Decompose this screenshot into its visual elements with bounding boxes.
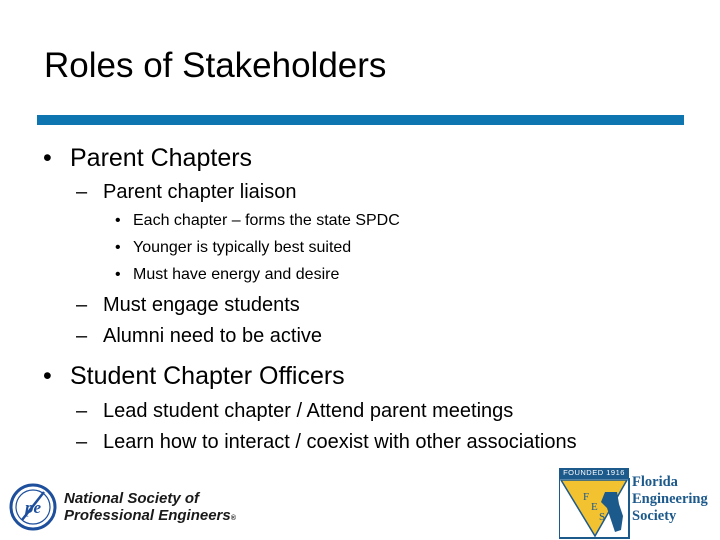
fes-letter-e: E — [591, 501, 598, 513]
bullet-marker: • — [115, 266, 121, 283]
sub-bullet-learn-interact — [76, 431, 577, 454]
bullet-marker: • — [43, 362, 52, 390]
sub-bullet-text: Lead student chapter / Attend parent meetings — [103, 400, 514, 422]
sub-bullet-engage-students — [76, 294, 300, 317]
title-underline-bar — [37, 115, 684, 125]
nspe-mark-letters: pe — [24, 498, 42, 517]
dash-marker: – — [76, 400, 88, 422]
sub-sub-bullet-text: Younger is typically best suited — [133, 239, 352, 256]
bullet-marker: • — [115, 239, 121, 256]
fes-name-line2: Engineering — [632, 491, 708, 507]
slide-title: Roles of Stakeholders — [44, 46, 387, 85]
sub-bullet-liaison — [76, 181, 297, 204]
sub-bullet-text: Must engage students — [103, 294, 300, 316]
registered-mark: ® — [230, 515, 236, 522]
sub-sub-bullet-each-chapter — [115, 212, 400, 230]
fes-florida-map-icon — [559, 478, 631, 540]
fes-letter-f: F — [583, 491, 590, 503]
dash-marker: – — [76, 431, 88, 453]
sub-bullet-text: Alumni need to be active — [103, 325, 323, 347]
bullet-parent-chapters — [43, 144, 253, 173]
fes-name-line1: Florida — [632, 474, 678, 490]
fes-founded-banner: FOUNDED 1916 — [559, 468, 629, 478]
sub-sub-bullet-text: Must have energy and desire — [133, 266, 340, 283]
bullet-marker: • — [43, 144, 52, 172]
sub-bullet-text: Learn how to interact / coexist with other associations — [103, 431, 577, 453]
sub-bullet-lead-student-chapter — [76, 400, 514, 423]
bullet-text: Student Chapter Officers — [70, 362, 345, 390]
nspe-emblem-icon — [8, 482, 60, 532]
nspe-wordmark — [64, 490, 236, 527]
sub-sub-bullet-energy — [115, 266, 340, 284]
fes-name-line3: Society — [632, 508, 677, 524]
sub-sub-bullet-text: Each chapter – forms the state SPDC — [133, 212, 400, 229]
sub-sub-bullet-younger — [115, 239, 352, 257]
fes-letter-s: S — [599, 511, 606, 523]
dash-marker: – — [76, 181, 88, 203]
sub-bullet-text: Parent chapter liaison — [103, 181, 297, 203]
nspe-line1: National Society of — [64, 490, 200, 507]
sub-bullet-alumni — [76, 325, 323, 348]
dash-marker: – — [76, 294, 88, 316]
bullet-marker: • — [115, 212, 121, 229]
bullet-student-chapter-officers — [43, 362, 345, 391]
fes-logo — [559, 468, 719, 540]
dash-marker: – — [76, 325, 88, 347]
nspe-logo — [8, 482, 258, 532]
fes-wordmark — [632, 474, 708, 525]
nspe-line2: Professional Engineers — [64, 507, 231, 524]
bullet-text: Parent Chapters — [70, 144, 253, 172]
